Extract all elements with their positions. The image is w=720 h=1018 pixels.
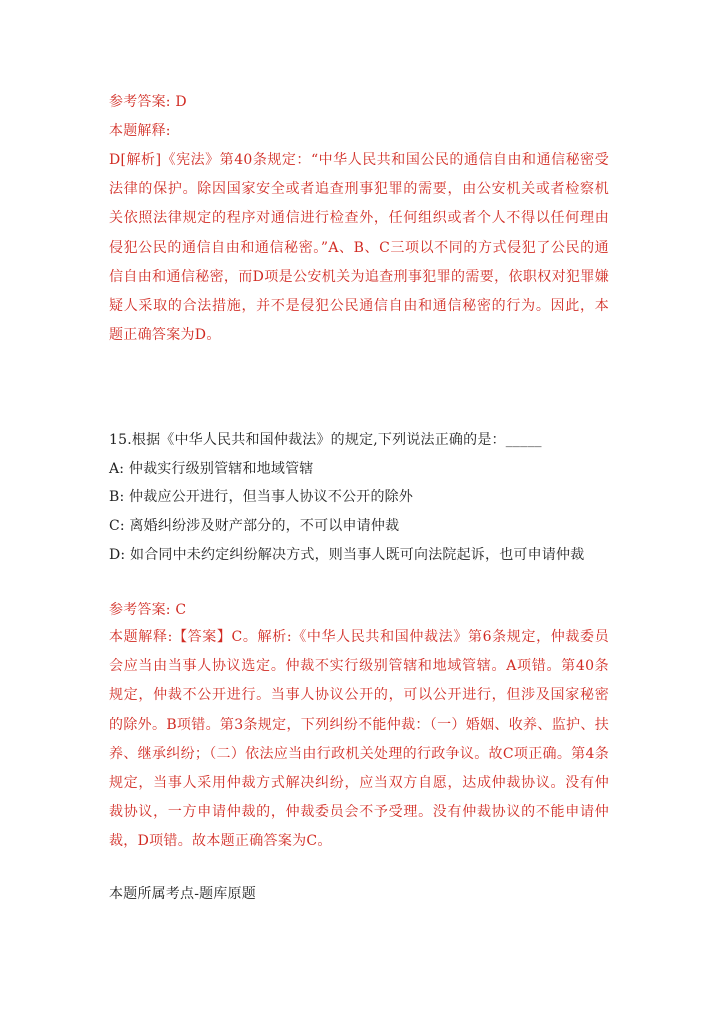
explanation-label: 本题解释: <box>109 123 171 139</box>
answer-label: 参考答案: C <box>109 602 187 618</box>
answer-label: 参考答案: D <box>109 94 187 110</box>
question-stem: 15.根据《中华人民共和国仲裁法》的规定,下列说法正确的是：_____ <box>109 432 542 448</box>
explanation-text: 本题解释:【答案】C。解析:《中华人民共和国仲裁法》第6条规定，仲裁委员会应当由当事人协议选定。仲裁不实行级别管辖和地域管辖。A项错。第40条规定，仲裁不公开进行。当事人协议公开的，可以公开进行，但涉及国家秘密的除外。B项错。第3条规定，下列纠纷不能仲裁：（一）婚姻、收养、监护、扶养、继承纠纷；（二）依法应当由行政机关处理的行政争议。故C项正确。第4条规定，当事人采用仲裁方式解决纠纷，应当双方自愿，达成仲裁协议。没有仲裁协议，一方申请仲裁的，仲裁委员会不予受理。没有仲裁协议的不能申请仲裁，D项错。故本题正确答案为C。 <box>109 629 609 850</box>
option-c: C: 离婚纠纷涉及财产部分的，不可以申请仲裁 <box>109 518 400 534</box>
topic-label: 本题所属考点-题库原题 <box>109 886 256 902</box>
option-a: A: 仲裁实行级别管辖和地域管辖 <box>109 461 314 477</box>
option-b: B: 仲裁应公开进行，但当事人协议不公开的除外 <box>109 489 414 505</box>
option-d: D: 如合同中未约定纠纷解决方式，则当事人既可向法院起诉，也可申请仲裁 <box>109 547 585 563</box>
explanation-text: D[解析]《宪法》第40条规定：“中华人民共和国公民的通信自由和通信秘密受法律的保护。除因国家安全或者追查刑事犯罪的需要，由公安机关或者检察机关依照法律规定的程序对通信进行检查外，任何组织或者个人不得以任何理由侵犯公民的通信自由和通信秘密。”A、B、C三项以不同的方式侵犯了公民的通信自由和通信秘密，而D项是公安机关为追查刑事犯罪的需要，依职权对犯罪嫌疑人采取的合法措施，并不是侵犯公民通信自由和通信秘密的行为。因此，本题正确答案为D。 <box>109 152 609 344</box>
